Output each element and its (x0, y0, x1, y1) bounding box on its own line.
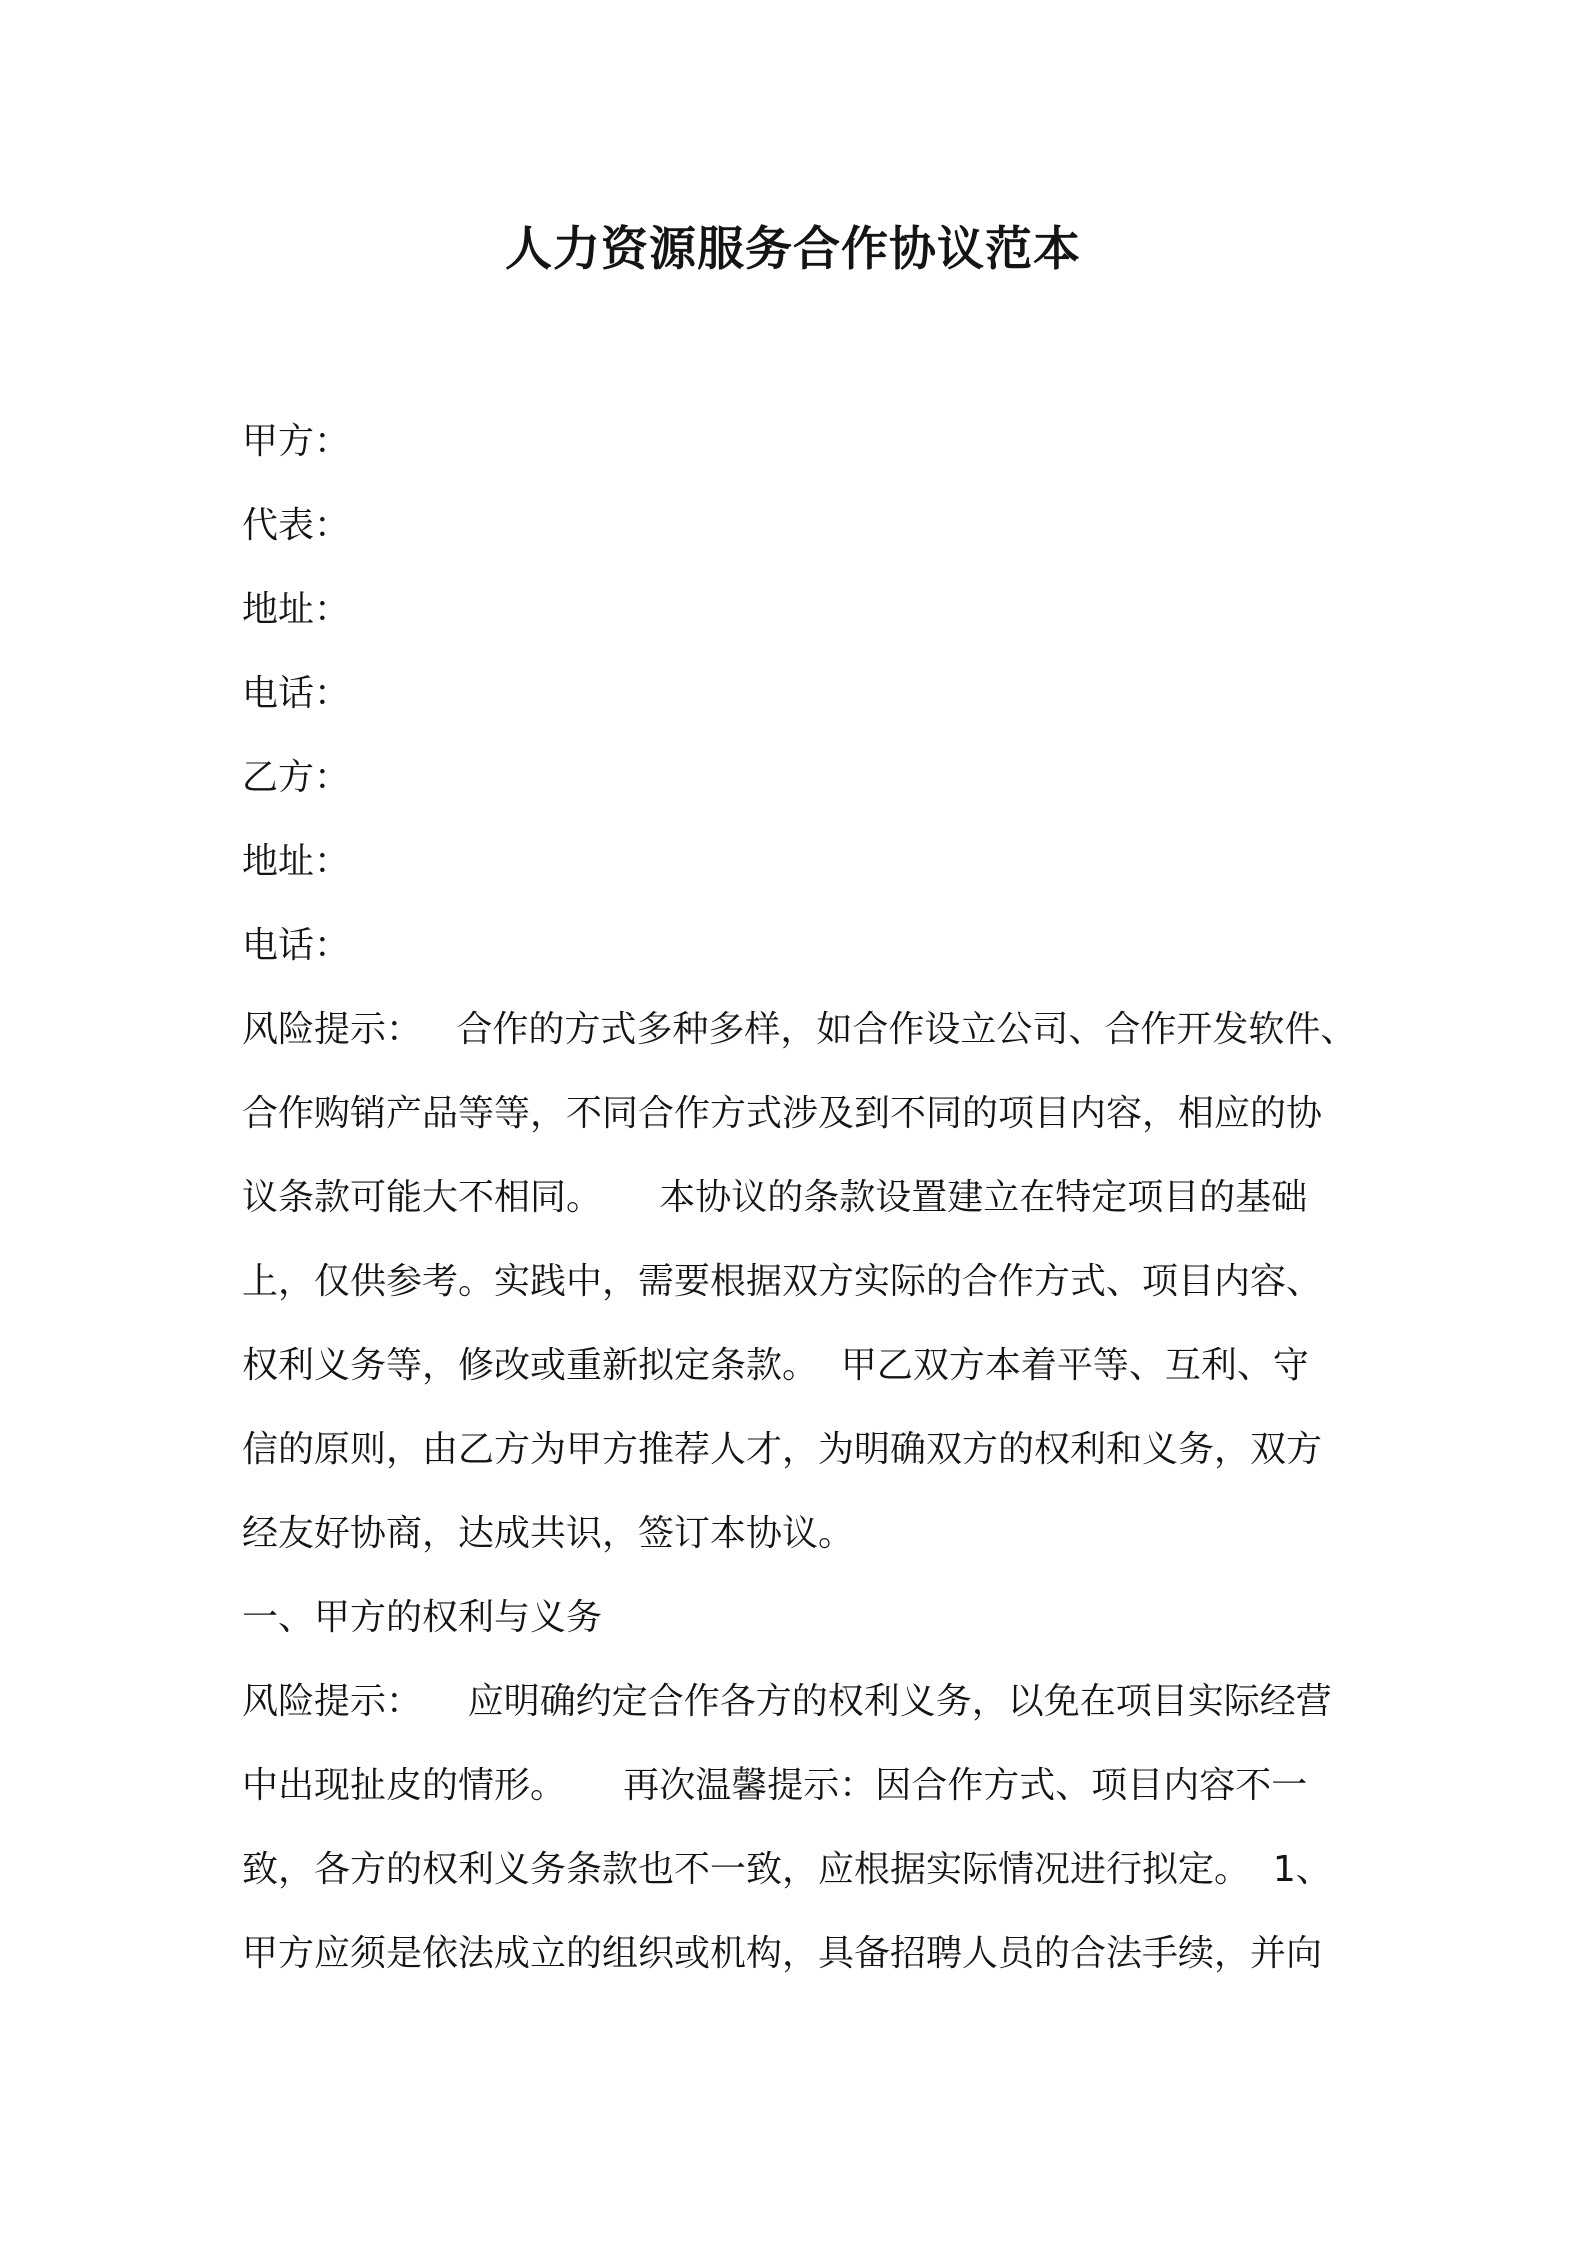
field-representative: 代表： (242, 505, 351, 546)
paragraph-line: 风险提示： 应明确约定合作各方的权利义务，以免在项目实际经营 (242, 1681, 1332, 1722)
paragraph-line: 议条款可能大不相同。 本协议的条款设置建立在特定项目的基础 (242, 1177, 1308, 1218)
field-address-a: 地址： (242, 589, 351, 630)
section-heading: 一、甲方的权利与义务 (242, 1597, 603, 1638)
field-phone-a: 电话： (242, 673, 351, 714)
paragraph-line: 中出现扯皮的情形。 再次温馨提示：因合作方式、项目内容不一 (242, 1765, 1308, 1806)
field-phone-b: 电话： (242, 925, 351, 966)
field-address-b: 地址： (242, 841, 351, 882)
field-party-b: 乙方： (242, 757, 351, 798)
paragraph-line: 经友好协商，达成共识，签订本协议。 (242, 1513, 855, 1554)
paragraph-line: 合作购销产品等等，不同合作方式涉及到不同的项目内容，相应的协 (242, 1093, 1323, 1134)
paragraph-line: 甲方应须是依法成立的组织或机构，具备招聘人员的合法手续，并向 (242, 1933, 1323, 1974)
paragraph-line: 权利义务等，修改或重新拟定条款。 甲乙双方本着平等、互利、守 (242, 1345, 1309, 1386)
paragraph-line: 信的原则，由乙方为甲方推荐人才，为明确双方的权利和义务，双方 (242, 1429, 1323, 1470)
paragraph-line: 致，各方的权利义务条款也不一致，应根据实际情况进行拟定。 1、 (242, 1849, 1332, 1890)
field-party-a: 甲方： (242, 421, 351, 462)
document-title: 人力资源服务合作协议范本 (505, 222, 1081, 277)
paragraph-line: 风险提示： 合作的方式多种多样，如合作设立公司、合作开发软件、 (242, 1009, 1357, 1050)
document-body (242, 400, 1362, 1996)
paragraph-line: 上，仅供参考。实践中，需要根据双方实际的合作方式、项目内容、 (242, 1261, 1323, 1302)
